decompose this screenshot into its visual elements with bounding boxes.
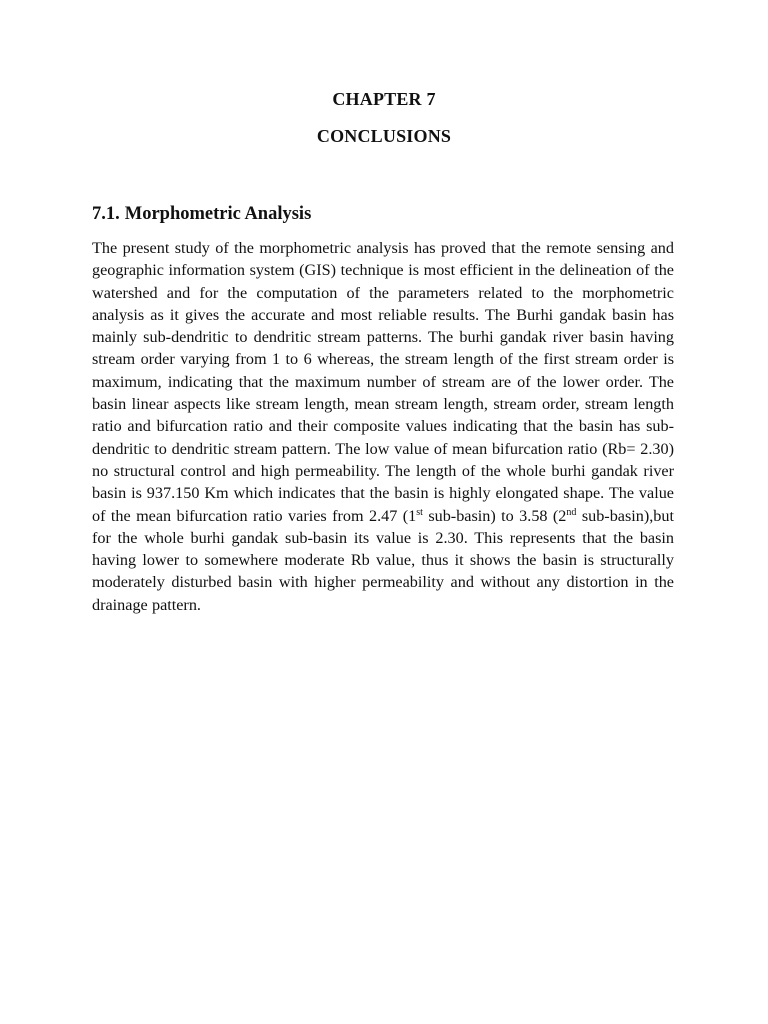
chapter-title: CONCLUSIONS — [316, 126, 452, 146]
section-number: 7.1. — [92, 204, 120, 224]
paragraph-text-part2: sub-basin) to 3.58 (2 — [422, 506, 567, 525]
section-title: Morphometric Analysis — [124, 204, 312, 224]
superscript-nd: nd — [566, 506, 577, 518]
body-paragraph — [92, 237, 674, 616]
superscript-st: st — [416, 506, 423, 518]
paragraph — [92, 237, 674, 616]
chapter-number: CHAPTER 7 — [332, 89, 436, 109]
paragraph-text-part3: sub-basin),but for the whole burhi gandak sub-basin its value is 2.30. This represents that the basin having lower to somewhere moderate Rb value, thus it shows the basin is structurally moderately disturbed basin with higher permeability and without any distortion in the drainage pattern. — [92, 506, 674, 614]
section-heading — [92, 202, 311, 226]
paragraph-text-part1: The present study of the morphometric analysis has proved that the remote sensing and geographic information system (GIS) technique is most efficient in the delineation of the watershed and for the computation of the parameters related to the morphometric analysis as it gives the accurate and most reliable results. The Burhi gandak basin has mainly sub-dendritic to dendritic stream patterns. The burhi gandak river basin having stream order varying from 1 to 6 whereas, the stream length of the first stream order is maximum, indicating that the maximum number of stream are of the lower order. The basin linear aspects like stream length, mean stream length, stream order, stream length ratio and bifurcation ratio and their composite values indicating that the basin has sub-dendritic to dendritic stream pattern. The low value of mean bifurcation ratio (Rb= 2.30) no structural control and high permeability. The length of the whole burhi gandak river basin is 937.150 Km which indicates that the basin is highly elongated shape. The value of the mean bifurcation ratio varies from 2.47 (1 — [92, 239, 674, 525]
